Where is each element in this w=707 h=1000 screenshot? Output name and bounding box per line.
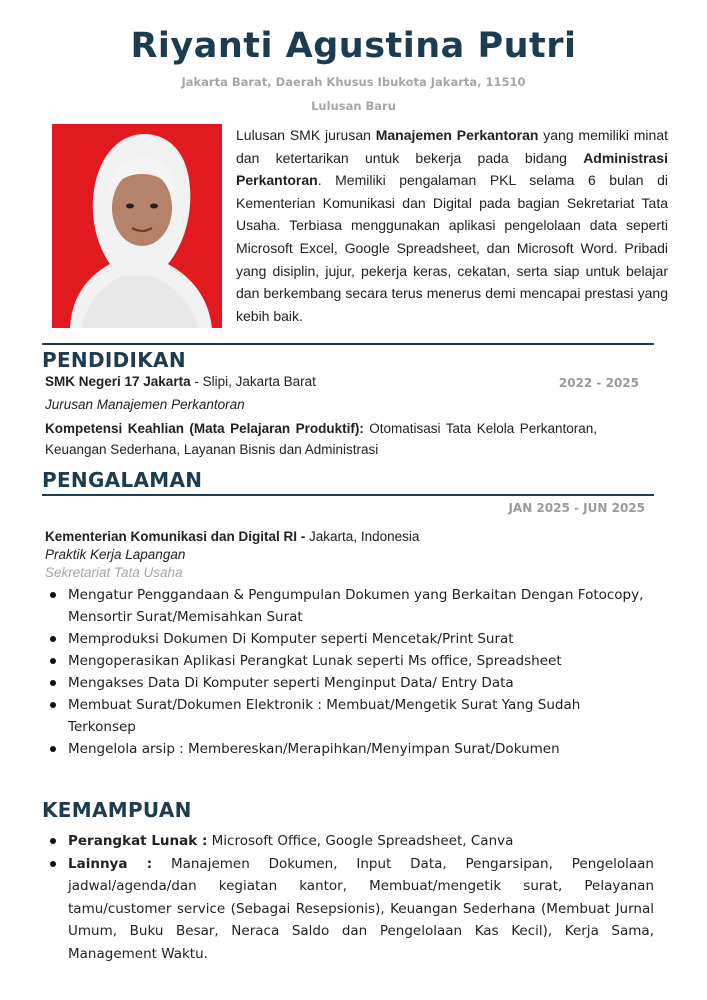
- skill-label: Perangkat Lunak :: [68, 833, 208, 849]
- skill-value: Manajemen Dokumen, Input Data, Pengarsipan, Pengelolaan jadwal/agenda/dan kegiatan kantor, Membuat/mengetik surat, Pelayanan tamu/customer service (Sebagai Resepsionis), Keuangan Sederhana (Membuat Jurnal Umum, Buku Besar, Neraca Saldo dan Pengelolaan Kas Kecil), Kerja Sama, Management Waktu.: [68, 855, 654, 962]
- bullet-icon: [50, 702, 56, 708]
- candidate-address: Jakarta Barat, Daerah Khusus Ibukota Jakarta, 11510: [181, 75, 526, 89]
- bullet-icon: [50, 636, 56, 642]
- education-school: [45, 374, 316, 389]
- bullet-icon: [50, 746, 56, 752]
- skill-label: Lainnya :: [68, 855, 153, 872]
- school-name: SMK Negeri 17 Jakarta: [45, 374, 191, 389]
- section-divider: [42, 494, 654, 496]
- education-heading: PENDIDIKAN: [42, 348, 186, 372]
- experience-organization: [45, 529, 419, 544]
- education-competency: [45, 418, 597, 460]
- candidate-status: Lulusan Baru: [311, 99, 396, 113]
- list-item: [48, 694, 648, 738]
- bullet-icon: [50, 861, 56, 867]
- candidate-name: Riyanti Agustina Putri: [130, 26, 577, 66]
- summary-text: Lulusan SMK jurusan: [236, 127, 376, 143]
- summary-text: yang memiliki minat dan ketertarikan untuk bekerja pada bidang: [236, 127, 668, 166]
- section-divider: [42, 343, 654, 345]
- competency-value: Otomatisasi Tata Kelola Perkantoran, Keuangan Sederhana, Layanan Bisnis dan Administrasi: [45, 421, 597, 457]
- experience-dates: JAN 2025 - JUN 2025: [508, 501, 645, 515]
- education-dates: 2022 - 2025: [558, 376, 639, 390]
- education-major: Jurusan Manajemen Perkantoran: [45, 397, 245, 412]
- list-item: [48, 650, 648, 672]
- task-text: Mengakses Data Di Komputer seperti Menginput Data/ Entry Data: [68, 675, 514, 691]
- list-item: [48, 584, 648, 628]
- school-location: - Slipi, Jakarta Barat: [190, 374, 316, 389]
- summary-highlight-major: Manajemen Perkantoran: [375, 127, 539, 143]
- skills-list: [48, 830, 654, 965]
- experience-heading: PENGALAMAN: [42, 468, 203, 492]
- list-item: [48, 628, 648, 650]
- bullet-icon: [50, 838, 56, 844]
- task-text: Mengatur Penggandaan & Pengumpulan Dokumen yang Berkaitan Dengan Fotocopy, Mensortir Surat/Memisahkan Surat: [68, 587, 644, 625]
- profile-photo: [52, 124, 222, 328]
- list-item: [48, 830, 654, 853]
- task-text: Membuat Surat/Dokumen Elektronik : Membuat/Mengetik Surat Yang Sudah Terkonsep: [68, 697, 581, 735]
- bullet-icon: [50, 592, 56, 598]
- list-item: [48, 672, 648, 694]
- list-item: [48, 738, 648, 760]
- list-item: [48, 853, 654, 966]
- summary-highlight-field: Administrasi Perkantoran: [236, 149, 668, 189]
- task-text: Mengoperasikan Aplikasi Perangkat Lunak seperti Ms office, Spreadsheet: [68, 653, 562, 669]
- profile-photo-illustration: [52, 124, 222, 328]
- task-text: Mengelola arsip : Membereskan/Merapihkan/Menyimpan Surat/Dokumen: [68, 741, 560, 757]
- organization-location: Jakarta, Indonesia: [305, 529, 420, 544]
- organization-name: Kementerian Komunikasi dan Digital RI -: [45, 529, 306, 544]
- competency-label: Kompetensi Keahlian (Mata Pelajaran Produktif):: [45, 421, 364, 436]
- bullet-icon: [50, 658, 56, 664]
- experience-department: Sekretariat Tata Usaha: [45, 565, 183, 580]
- experience-role: Praktik Kerja Lapangan: [45, 547, 186, 562]
- skills-heading: KEMAMPUAN: [42, 798, 192, 822]
- experience-task-list: [48, 584, 648, 760]
- bullet-icon: [50, 680, 56, 686]
- task-text: Memproduksi Dokumen Di Komputer seperti Mencetak/Print Surat: [68, 631, 514, 647]
- summary-text: . Memiliki pengalaman PKL selama 6 bulan di Kementerian Komunikasi dan Digital pada bagian Sekretariat Tata Usaha. Terbiasa menggunakan aplikasi pengelolaan data seperti Microsoft Excel, Google Spreadsheet, dan Microsoft Word. Pribadi yang disiplin, jujur, pekerja keras, cekatan, serta siap untuk belajar dan berkembang secara terus menerus demi mencapai prestasi yang kebih baik.: [236, 172, 668, 324]
- profile-summary: [236, 124, 668, 327]
- skill-value: Microsoft Office, Google Spreadsheet, Canva: [207, 833, 514, 849]
